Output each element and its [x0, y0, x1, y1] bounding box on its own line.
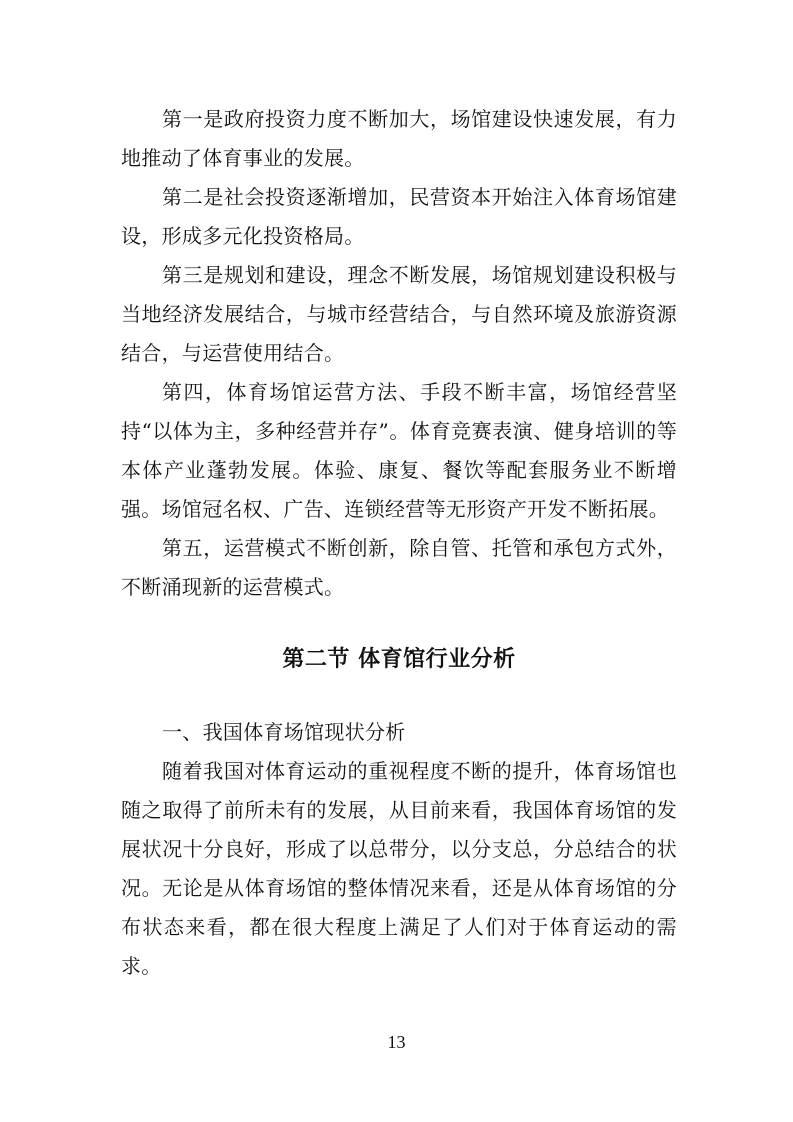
paragraph-operation-methods: 第四，体育场馆运营方法、手段不断丰富，场馆经营坚持“以体为主，多种经营并存”。体育竞赛表演、健身培训的等本体产业蓬勃发展。体验、康复、餐饮等配套服务业不断增强。场馆冠名权、广告、连锁经营等无形资产开发不断拓展。: [121, 380, 677, 521]
paragraph-operation-models: 第五，运营模式不断创新，除自管、托管和承包方式外，不断涌现新的运营模式。: [121, 536, 677, 599]
page-content: [121, 100, 677, 986]
section-title: 第二节 体育馆行业分析: [282, 647, 516, 672]
paragraph-social-investment: 第二是社会投资逐渐增加，民营资本开始注入体育场馆建设，形成多元化投资格局。: [121, 185, 677, 248]
sub-heading: 一、我国体育场馆现状分析: [162, 720, 406, 744]
page-number: 13: [387, 1032, 406, 1052]
paragraph-investment: 第一是政府投资力度不断加大，场馆建设快速发展，有力地推动了体育事业的发展。: [121, 107, 677, 170]
paragraph-venue-status: 随着我国对体育运动的重视程度不断的提升，体育场馆也随之取得了前所未有的发展，从目前来看，我国体育场馆的发展状况十分良好，形成了以总带分，以分支总，分总结合的状况。无论是从体育场馆的整体情况来看，还是从体育场馆的分布状态来看，都在很大程度上满足了人们对于体育运动的需求。: [121, 759, 677, 978]
paragraph-planning: 第三是规划和建设，理念不断发展，场馆规划建设积极与当地经济发展结合，与城市经营结合，与自然环境及旅游资源结合，与运营使用结合。: [121, 263, 677, 365]
